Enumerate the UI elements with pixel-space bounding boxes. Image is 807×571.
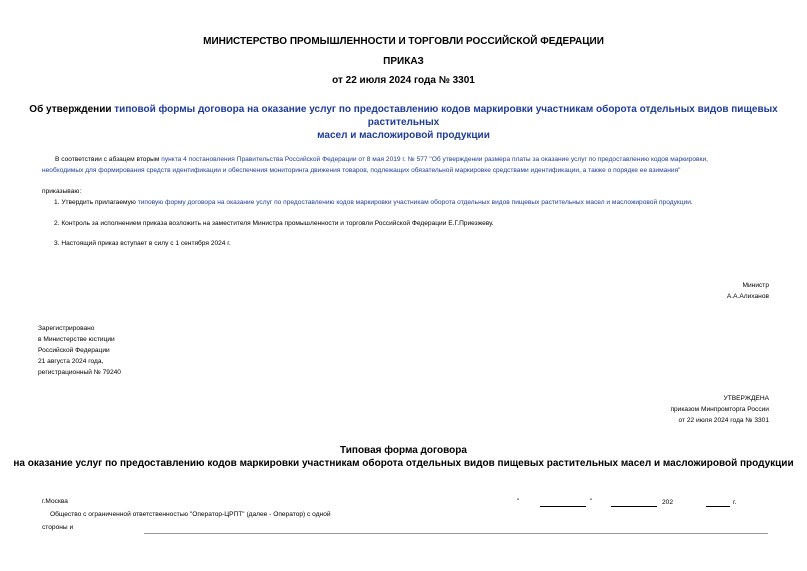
- year-blank: [706, 506, 730, 507]
- quote-close: ": [590, 498, 593, 505]
- item-1: [54, 197, 693, 208]
- item-2: 2. Контроль за исполнением приказа возложить на заместителя Министра промышленности и торговли Российской Федерации Е.Г.Приезжеву.: [54, 220, 494, 227]
- preamble: [42, 154, 777, 176]
- registration-line-4: 21 августа 2024 года,: [38, 358, 104, 365]
- approved-line-1: УТВЕРЖДЕНА: [723, 395, 769, 402]
- preamble-link-2[interactable]: необходимых для формирования средств идентификации и обеспечения мониторинга движения товаров, подлежащих обязательной маркировке средствами идентификации, а также о порядке ее взимания": [42, 167, 681, 174]
- document-type: ПРИКАЗ: [383, 56, 424, 67]
- year-suffix: г.: [733, 499, 737, 506]
- title-link[interactable]: типовой формы договора на оказание услуг по предоставлению кодов маркировки участникам оборота отдельных видов пищевых растительных: [114, 104, 778, 128]
- year-prefix: 202: [662, 499, 674, 506]
- form-title-line-1: Типовая форма договора: [340, 445, 467, 456]
- party-2-text: стороны и: [42, 524, 74, 531]
- item-1-end: .: [690, 199, 693, 206]
- registration-line-5: регистрационный № 79240: [38, 369, 121, 376]
- month-blank: [611, 506, 657, 507]
- approved-line-3: от 22 июля 2024 года № 3301: [678, 417, 769, 424]
- orders-word: приказываю:: [42, 188, 82, 195]
- approved-line-2: приказом Минпромторга России: [670, 406, 769, 413]
- signature-block: [727, 280, 769, 302]
- approved-block: [670, 393, 769, 426]
- party-1-text: Общество с ограниченной ответственностью "Оператор-ЦРПТ" (далее - Оператор) с одной: [50, 511, 331, 518]
- registration-block: [38, 323, 121, 378]
- title-prefix: Об утверждении: [29, 104, 115, 115]
- order-title: [0, 103, 807, 142]
- item-1-link[interactable]: типовую форму договора на оказание услуг по предоставлению кодов маркировки участникам оборота отдельных видов пищевых растительных масел и масложировой продукции: [137, 199, 691, 206]
- city: г.Москва: [42, 498, 68, 505]
- registration-line-2: в Министерстве юстиции: [38, 336, 115, 343]
- title-link-line2[interactable]: масел и масложировой продукции: [317, 130, 490, 141]
- item-3: 3. Настоящий приказ вступает в силу с 1 сентября 2024 г.: [54, 240, 231, 247]
- preamble-text: В соответствии с абзацем вторым: [55, 156, 162, 163]
- signature-name: А.А.Алиханов: [726, 293, 769, 300]
- quote-open: ": [517, 498, 520, 505]
- item-1-text: 1. Утвердить прилагаемую: [54, 199, 138, 206]
- form-title-line-2: на оказание услуг по предоставлению кодов маркировки участникам оборота отдельных видов пищевых растительных масел и масложировой продукции: [13, 458, 794, 469]
- party-2-blank: [144, 533, 768, 534]
- form-title: [0, 444, 807, 470]
- registration-line-3: Российской Федерации: [38, 347, 110, 354]
- day-blank: [540, 506, 586, 507]
- document-date: от 22 июля 2024 года № 3301: [332, 75, 475, 86]
- signature-position: Министр: [742, 282, 769, 289]
- registration-line-1: Зарегистрировано: [38, 325, 95, 332]
- ministry-heading: МИНИСТЕРСТВО ПРОМЫШЛЕННОСТИ И ТОРГОВЛИ РОССИЙСКОЙ ФЕДЕРАЦИИ: [203, 36, 604, 47]
- preamble-link-1[interactable]: пункта 4 постановления Правительства Российской Федерации от 8 мая 2019 г. № 577 "Об утверждении размера платы за оказание услуг по предоставлению кодов маркировки,: [161, 156, 708, 163]
